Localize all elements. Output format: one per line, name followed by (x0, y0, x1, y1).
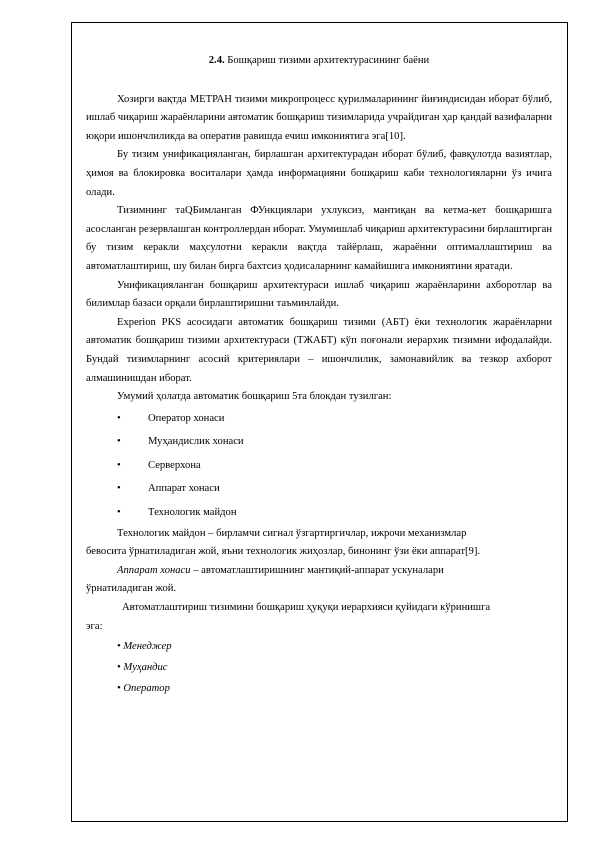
bullet: • (117, 436, 121, 448)
tech-field-line-1: Технологик майдон – бирламчи сигнал ўзгартиргичлар, ижрочи механизмлар (117, 527, 467, 539)
paragraph-2: Бу тизим унификацияланган, бирлашган архитектурадан иборат бўлиб, фавқулотда вазиятлар, ҳимоя ва блокировка воситалари ҳамда информацияни бошқариш каби технологияларни ўз ичига олади. (86, 149, 552, 198)
paragraph-3: Тизимнинг таQБимланган ФУнкциялари ухлуксиз, мантиқан ва кетма-кет бошқаришга асосланган резервлашган контроллердан иборат. Умумишлаб чиқариш архитектурасини бирлаштирган бу тизим керакли маҳсулотни керакли вақтда тайёрлаш, жараённи оптималлаштириш ва автоматлаштириш, шу билан бирга бахтсиз ҳодисаларнинг камайишига имкониятини яратади. (86, 205, 552, 272)
paragraph-5: Experion PKS асосидаги автоматик бошқариш тизими (АБТ) ёки технологик жараёнларни автоматик бошқариш тизими архитектураси (ТЖАБТ) кўп поғонали иерархик тизимни ифодалайди. Бундай тизимларнинг асосий критериялари – ишончлилик, замонавийлик ва тезкор ахборот алмашинишдан иборат. (86, 316, 552, 384)
apparatus-term: Аппарат хонаси (117, 564, 191, 576)
list-item: • Технологик майдон (86, 501, 552, 525)
list-item: • Оператор (117, 683, 170, 695)
bullet: • (117, 459, 121, 471)
bullet: • (117, 412, 121, 424)
hierarchy-line-1: Автоматлаштириш тизимини бошқариш ҳуқуқи иерархияси қуйидаги кўринишга (122, 602, 491, 614)
bullet: • (117, 483, 121, 495)
tech-field-line-2: бевосита ўрнатиладиган жой, яъни технологик жиҳозлар, бинонинг ўзи ёки аппарат[9]. (86, 546, 480, 558)
section-title: Бошқариш тизими архитектурасининг баёни (227, 55, 430, 66)
paragraph-1: Хозирги вақтда МЕТРАН тизими микропроцесс қурилмаларининг йиғиндисидан иборат бўлиб, ишлаб чиқариш жараёнларини автоматик бошқариш тизимларида учрайдиган ҳар қандай вазифаларни юқори ишончлиликда ва оператив равишда ечиш имкониятига эга[10]. (86, 93, 552, 142)
section-number: 2.4. (208, 55, 225, 66)
roles-list (86, 636, 552, 699)
bullet: • (117, 641, 121, 653)
bullet: • (117, 662, 121, 674)
list-item: • Муҳандис (117, 662, 168, 674)
list-item: • Аппарат хонаси (86, 477, 552, 501)
paragraph-6: Умумий ҳолатда автоматик бошқариш 5та блокдан тузилган: (117, 391, 392, 403)
bullet: • (117, 683, 121, 695)
section-heading (86, 52, 552, 71)
apparatus-line-2: ўрнатиладиган жой. (86, 583, 177, 595)
paragraph-4: Унификацияланган бошқариш архитектураси ишлаб чиқариш жараёнларини ахборотлар ва билимлар базаси орқали бирлаштиришни таъминлайди. (86, 279, 552, 310)
document-body (86, 52, 552, 699)
list-item: • Оператор хонаси (86, 407, 552, 431)
list-item: • Менеджер (117, 641, 172, 653)
apparatus-line-1: Аппарат хонаси – автоматлаштиришнинг мантиқий-аппарат ускуналари (117, 564, 444, 576)
blocks-list (86, 407, 552, 525)
list-item: • Муҳандислик хонаси (86, 430, 552, 454)
hierarchy-line-2: эга: (86, 620, 103, 632)
bullet: • (117, 507, 121, 519)
list-item: • Серверхона (86, 454, 552, 478)
